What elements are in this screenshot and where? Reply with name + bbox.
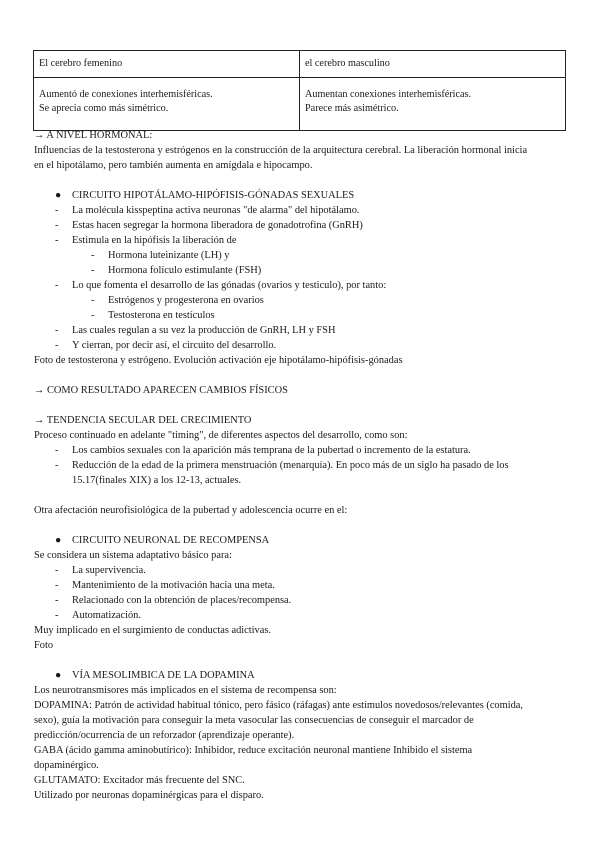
cell-text: Aumentan conexiones interhemisféricas. bbox=[305, 89, 472, 100]
list-item bbox=[34, 608, 566, 623]
list-item-text: Mantenimiento de la motivación hacia una meta. bbox=[72, 580, 275, 591]
paragraph: dopaminérgico. bbox=[34, 760, 99, 771]
list-item-text: Las cuales regulan a su vez la producción de GnRH, LH y FSH bbox=[72, 325, 336, 336]
list-item bbox=[34, 233, 566, 248]
paragraph: Otra afectación neurofisiológica de la pubertad y adolescencia ocurre en el: bbox=[34, 505, 348, 516]
cell-text: Parece más asimétrico. bbox=[305, 103, 399, 114]
list-item-text: Los cambios sexuales con la aparición más temprana de la pubertad o incremento de la estatura. bbox=[72, 445, 471, 456]
dash-icon: - bbox=[55, 580, 59, 591]
sub-list-item bbox=[34, 263, 566, 278]
dash-icon: - bbox=[55, 280, 59, 291]
paragraph: en el hipotálamo, pero también aumenta en amígdala e hipocampo. bbox=[34, 160, 313, 171]
header-male: el cerebro masculino bbox=[305, 58, 390, 69]
list-item bbox=[34, 338, 566, 353]
list-item-text: Hormona luteinizante (LH) y bbox=[108, 250, 230, 261]
paragraph: Muy implicado en el surgimiento de conductas adictivas. bbox=[34, 625, 272, 636]
heading-text: CIRCUITO NEURONAL DE RECOMPENSA bbox=[72, 535, 270, 546]
list-item bbox=[34, 578, 566, 593]
list-item bbox=[34, 563, 566, 578]
dash-icon: - bbox=[55, 220, 59, 231]
dash-icon: - bbox=[55, 445, 59, 456]
bullet-icon: ● bbox=[55, 535, 62, 546]
sub-list-item bbox=[34, 248, 566, 263]
cell-text: Se aprecia como más simétrico. bbox=[39, 103, 169, 114]
table-cell bbox=[34, 78, 300, 131]
list-item-text: Y cierran, por decir así, el circuito del desarrollo. bbox=[72, 340, 277, 351]
paragraph: DOPAMINA: Patrón de actividad habitual tónico, pero fásico (ráfagas) ante estímulos novedosos/relevantes (comida, bbox=[34, 700, 523, 711]
list-item-text: 15.17(finales XIX) a los 12-13, actuales. bbox=[72, 475, 242, 486]
list-item-text: Testosterona en testículos bbox=[108, 310, 215, 321]
list-item bbox=[34, 203, 566, 218]
list-item-continuation bbox=[34, 473, 566, 488]
section-title-cambios: → COMO RESULTADO APARECEN CAMBIOS FÍSICOS bbox=[34, 385, 288, 396]
paragraph: Proceso continuado en adelante "timing", de diferentes aspectos del desarrollo, como son: bbox=[34, 430, 408, 441]
list-item bbox=[34, 443, 566, 458]
paragraph: Se considera un sistema adaptativo básico para: bbox=[34, 550, 232, 561]
photo-caption: Foto de testosterona y estrógeno. Evolución activación eje hipotálamo-hipófisis-gónadas bbox=[34, 355, 403, 366]
dash-icon: - bbox=[55, 205, 59, 216]
paragraph: Utilizado por neuronas dopaminérgicas para el disparo. bbox=[34, 790, 264, 801]
list-item-text: La supervivencia. bbox=[72, 565, 146, 576]
bullet-icon: ● bbox=[55, 190, 62, 201]
list-item-text: Automatización. bbox=[72, 610, 141, 621]
bullet-heading-mesolimbica bbox=[34, 668, 566, 683]
sub-list-item bbox=[34, 293, 566, 308]
list-item bbox=[34, 218, 566, 233]
table-row bbox=[34, 78, 566, 131]
sub-list-item bbox=[34, 308, 566, 323]
document-body bbox=[34, 128, 566, 803]
list-item bbox=[34, 278, 566, 293]
list-item-text: Lo que fomenta el desarrollo de las gónadas (ovarios y testiculo), por tanto: bbox=[72, 280, 387, 291]
dash-icon: - bbox=[55, 595, 59, 606]
bullet-heading-recompensa bbox=[34, 533, 566, 548]
paragraph: GABA (ácido gamma aminobutírico): Inhibidor, reduce excitación neuronal mantiene Inhibido el sistema bbox=[34, 745, 473, 756]
list-item bbox=[34, 458, 566, 473]
dash-icon: - bbox=[91, 295, 95, 306]
list-item bbox=[34, 593, 566, 608]
list-item-text: Estimula en la hipófisis la liberación de bbox=[72, 235, 237, 246]
dash-icon: - bbox=[91, 310, 95, 321]
table-header-cell bbox=[300, 51, 566, 78]
list-item bbox=[34, 323, 566, 338]
list-item-text: La molécula kisspeptina activa neuronas "de alarma" del hipotálamo. bbox=[72, 205, 360, 216]
paragraph: sexo), guía la motivación para conseguir la meta vasocular las consecuencias de conseguir el marcador de bbox=[34, 715, 474, 726]
paragraph: predicción/ocurrencia de un reforzador (aprendizaje operante). bbox=[34, 730, 295, 741]
photo-caption: Foto bbox=[34, 640, 54, 651]
dash-icon: - bbox=[55, 340, 59, 351]
paragraph: Influencias de la testosterona y estrógenos en la construcción de la arquitectura cerebral. La liberación hormonal inicia bbox=[34, 145, 528, 156]
dash-icon: - bbox=[55, 325, 59, 336]
dash-icon: - bbox=[91, 250, 95, 261]
dash-icon: - bbox=[55, 565, 59, 576]
heading-text: VÍA MESOLIMBICA DE LA DOPAMINA bbox=[72, 670, 255, 681]
paragraph: GLUTAMATO: Excitador más frecuente del SNC. bbox=[34, 775, 245, 786]
bullet-heading-hhg bbox=[34, 188, 566, 203]
dash-icon: - bbox=[55, 460, 59, 471]
comparison-table bbox=[33, 50, 566, 131]
cell-text: Aumentó de conexiones interhemisféricas. bbox=[39, 89, 213, 100]
table-header-row bbox=[34, 51, 566, 78]
paragraph: Los neurotransmisores más implicados en el sistema de recompensa son: bbox=[34, 685, 337, 696]
bullet-icon: ● bbox=[55, 670, 62, 681]
heading-text: CIRCUITO HIPOTÁLAMO-HIPÓFISIS-GÓNADAS SEXUALES bbox=[72, 190, 355, 201]
header-female: El cerebro femenino bbox=[39, 58, 123, 69]
list-item-text: Relacionado con la obtención de places/recompensa. bbox=[72, 595, 292, 606]
list-item-text: Reducción de la edad de la primera menstruación (menarquía). En poco más de un siglo ha pasado de los bbox=[72, 460, 509, 471]
table-header-cell bbox=[34, 51, 300, 78]
list-item-text: Hormona folículo estimulante (FSH) bbox=[108, 265, 262, 276]
dash-icon: - bbox=[55, 610, 59, 621]
dash-icon: - bbox=[91, 265, 95, 276]
section-title-tendencia: → TENDENCIA SECULAR DEL CRECIMIENTO bbox=[34, 415, 252, 426]
dash-icon: - bbox=[55, 235, 59, 246]
list-item-text: Estrógenos y progesterona en ovarios bbox=[108, 295, 264, 306]
table-cell bbox=[300, 78, 566, 131]
list-item-text: Estas hacen segregar la hormona liberadora de gonadotrofina (GnRH) bbox=[72, 220, 363, 231]
section-title-hormonal: → A NIVEL HORMONAL: bbox=[34, 130, 153, 141]
